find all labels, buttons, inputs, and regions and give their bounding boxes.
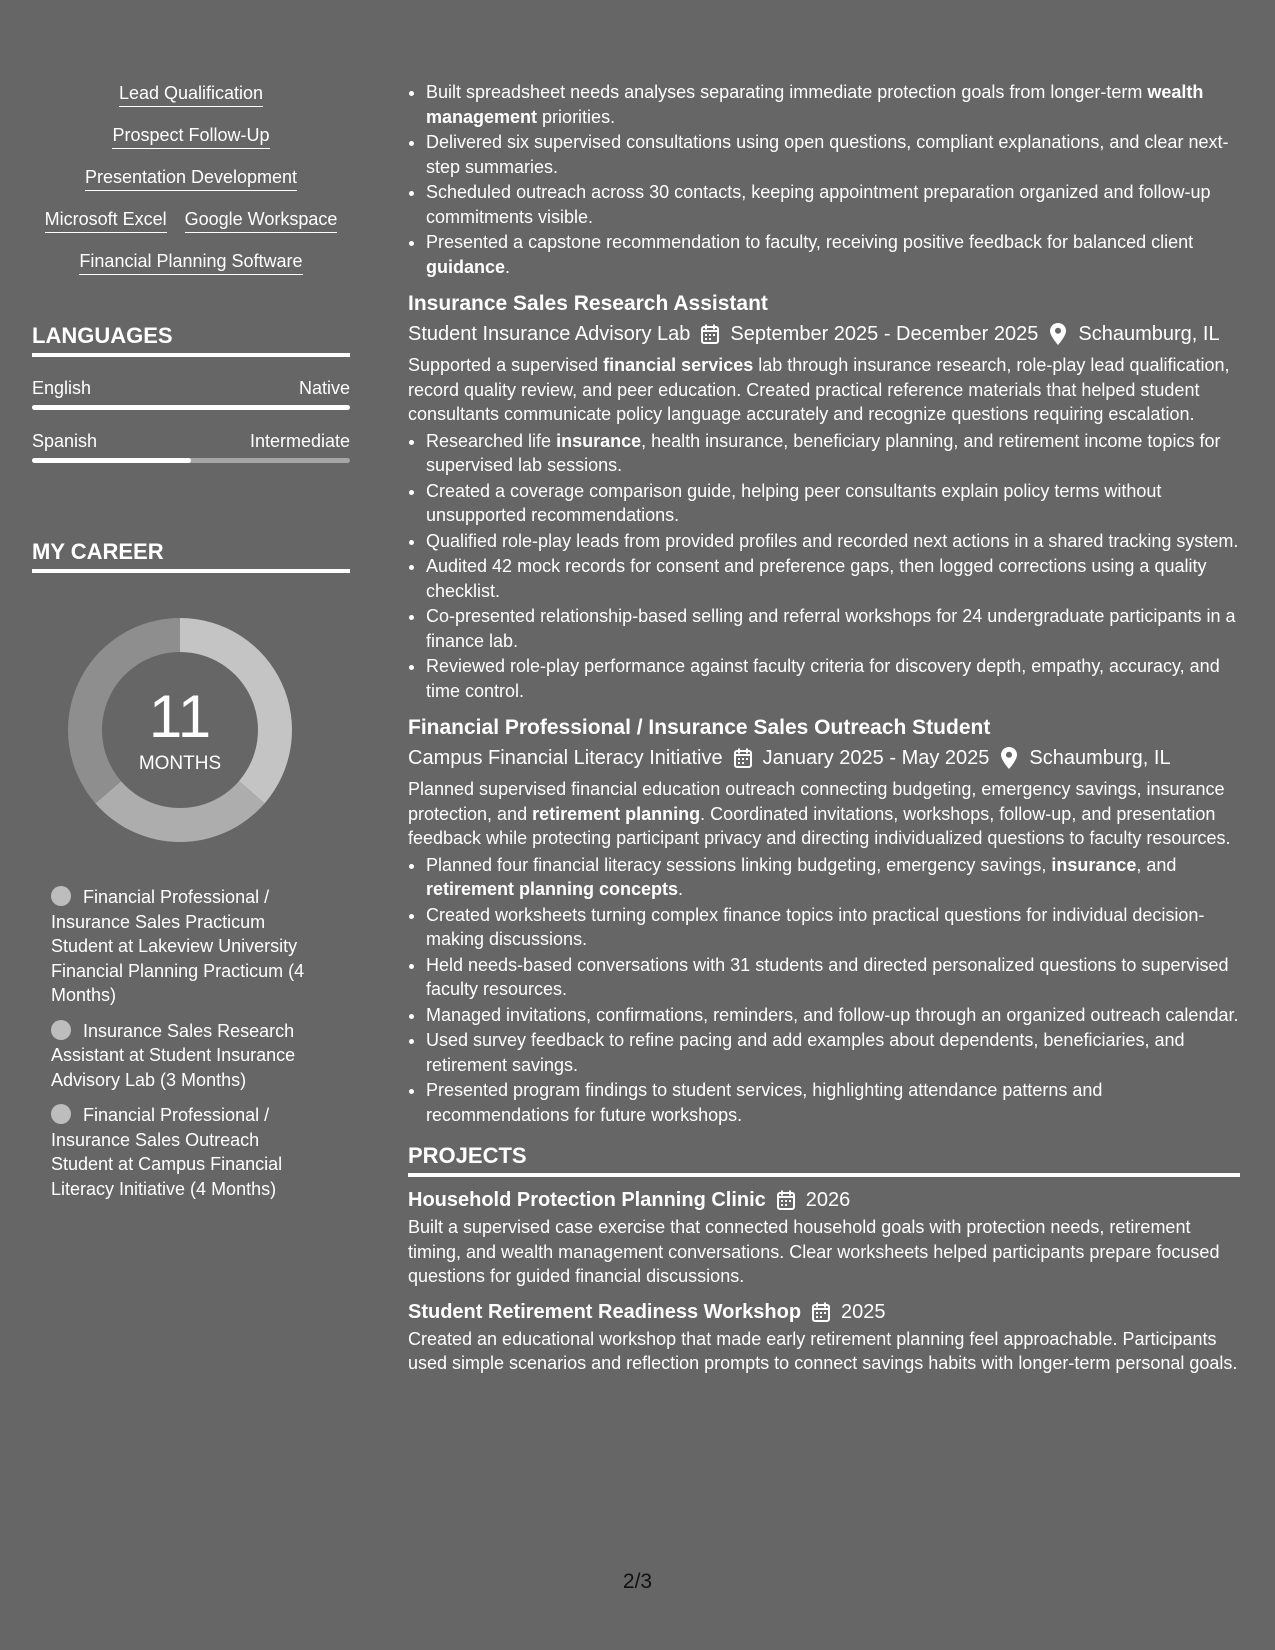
career-item-text: Financial Professional / Insurance Sales Practicum Student at Lakeview University Financial Planning Practicum (4 Months) — [51, 887, 305, 1005]
bullet-item: • Scheduled outreach across 30 contacts, keeping appointment preparation organized and follow-up commitments visible. — [426, 180, 1240, 229]
calendar-icon — [733, 747, 753, 769]
bullet-dot-icon — [51, 1104, 71, 1124]
project-year: 2025 — [841, 1300, 886, 1323]
career-section — [32, 539, 350, 1201]
project-title-row — [408, 1299, 1240, 1325]
career-list — [51, 885, 321, 1201]
bullet-item: • Qualified role-play leads from provided profiles and recorded next actions in a shared tracking system. — [426, 529, 1240, 554]
bullet-item: • Created a coverage comparison guide, helping peer consultants explain policy terms without unsupported recommendations. — [426, 479, 1240, 528]
skill-tag: Financial Planning Software — [79, 250, 302, 275]
project-entry — [408, 1299, 1240, 1376]
bullet-item: • Created worksheets turning complex finance topics into practical questions for individual decision-making discussions. — [426, 903, 1240, 952]
bullet-item: • Held needs-based conversations with 31 students and directed personalized questions to supervised faculty resources. — [426, 953, 1240, 1002]
page-number: 2/3 — [622, 1570, 653, 1593]
language-bar-fill — [32, 405, 350, 410]
bullet-item: • Delivered six supervised consultations using open questions, compliant explanations, and clear next-step summaries. — [426, 130, 1240, 179]
job-title: Financial Professional / Insurance Sales Outreach Student — [408, 716, 991, 739]
skill-row — [32, 82, 350, 107]
job-meta — [408, 745, 1240, 771]
skill-tag: Microsoft Excel — [45, 208, 167, 233]
bullet-item: • Co-presented relationship-based selling and referral workshops for 24 undergraduate participants in a finance lab. — [426, 604, 1240, 653]
language-item — [32, 377, 350, 410]
bullet-item: • Managed invitations, confirmations, reminders, and follow-up through an organized outreach calendar. — [426, 1003, 1240, 1028]
project-description: Built a supervised case exercise that connected household goals with protection needs, retirement timing, and wealth management conversations. Clear worksheets helped participants prepare focused questions for guided financial discussions. — [408, 1217, 1220, 1286]
job-bullets — [408, 429, 1240, 704]
job-title: Insurance Sales Research Assistant — [408, 292, 768, 315]
job-location: Schaumburg, IL — [1078, 323, 1220, 345]
language-bar — [32, 458, 350, 463]
skill-row — [32, 250, 350, 275]
job-summary: Supported a supervised financial services lab through insurance research, role-play lead qualification, record quality review, and peer education. Created practical reference materials that helped student consultants communicate policy language accurately and recognize questions requiring escalation. — [408, 355, 1230, 424]
calendar-icon — [776, 1189, 796, 1211]
previous-job-bullets — [408, 80, 1240, 279]
calendar-icon — [811, 1301, 831, 1323]
skill-tag: Prospect Follow-Up — [112, 124, 269, 149]
map-pin-icon — [1048, 323, 1068, 345]
bullet-item: • Presented program findings to student services, highlighting attendance patterns and recommendations for future workshops. — [426, 1078, 1240, 1127]
language-bar — [32, 405, 350, 410]
career-item — [51, 1019, 321, 1093]
bullet-item: • Planned four financial literacy sessions linking budgeting, emergency savings, insurance, and retirement planning concepts. — [426, 853, 1240, 902]
language-name: Spanish — [32, 431, 98, 451]
experience-entry — [408, 291, 1240, 703]
career-total-unit: MONTHS — [138, 753, 222, 774]
project-title: Household Protection Planning Clinic — [408, 1189, 766, 1211]
career-item-text: Financial Professional / Insurance Sales Outreach Student at Campus Financial Literacy Initiative (4 Months) — [51, 1105, 283, 1199]
experience-entry — [408, 715, 1240, 1127]
languages-section — [32, 323, 350, 463]
job-org: Campus Financial Literacy Initiative — [408, 747, 723, 769]
language-level: Native — [298, 378, 350, 398]
career-donut-chart — [65, 615, 295, 845]
skill-tag: Lead Qualification — [119, 82, 263, 107]
project-entry — [408, 1187, 1240, 1289]
map-pin-icon — [999, 747, 1019, 769]
calendar-icon — [700, 323, 720, 345]
bullet-dot-icon — [51, 1020, 71, 1040]
bullet-item: • Built spreadsheet needs analyses separating immediate protection goals from longer-term wealth management priorities. — [426, 80, 1240, 129]
career-item-text: Insurance Sales Research Assistant at Student Insurance Advisory Lab (3 Months) — [51, 1020, 296, 1090]
project-description: Created an educational workshop that made early retirement planning feel approachable. Participants used simple scenarios and reflection prompts to connect savings habits with longer-term personal goals. — [408, 1328, 1238, 1373]
job-dates: September 2025 - December 2025 — [730, 323, 1039, 345]
project-title: Student Retirement Readiness Workshop — [408, 1300, 802, 1323]
sidebar — [32, 82, 350, 1212]
skill-tag: Google Workspace — [185, 208, 338, 233]
languages-title: LANGUAGES — [32, 323, 350, 357]
bullet-item: • Used survey feedback to refine pacing and add examples about dependents, beneficiaries, and retirement savings. — [426, 1028, 1240, 1077]
language-item — [32, 430, 350, 463]
job-location: Schaumburg, IL — [1029, 747, 1171, 769]
job-dates: January 2025 - May 2025 — [762, 747, 990, 769]
job-bullets — [408, 853, 1240, 1128]
language-name: English — [32, 378, 92, 398]
projects-title: PROJECTS — [408, 1143, 1240, 1177]
career-item — [51, 885, 321, 1008]
project-title-row — [408, 1187, 1240, 1213]
skill-row — [32, 208, 350, 233]
career-item — [51, 1103, 321, 1201]
project-year: 2026 — [805, 1189, 851, 1211]
career-total-number: 11 — [148, 683, 212, 750]
bullet-dot-icon — [51, 886, 71, 906]
language-level: Intermediate — [249, 431, 350, 451]
bullet-item: • Audited 42 mock records for consent and preference gaps, then logged corrections using a quality checklist. — [426, 554, 1240, 603]
skill-tag: Presentation Development — [85, 166, 297, 191]
skills-list — [32, 82, 350, 275]
bullet-item: • Researched life insurance, health insurance, beneficiary planning, and retirement income topics for supervised lab sessions. — [426, 429, 1240, 478]
skill-row — [32, 166, 350, 191]
donut-segment-2 — [95, 781, 264, 842]
career-title: MY CAREER — [32, 539, 350, 573]
main-content — [408, 80, 1240, 1378]
projects-section — [408, 1143, 1240, 1376]
language-bar-fill — [32, 458, 191, 463]
job-meta — [408, 321, 1240, 347]
bullet-item: • Reviewed role-play performance against faculty criteria for discovery depth, empathy, accuracy, and time control. — [426, 654, 1240, 703]
job-summary: Planned supervised financial education outreach connecting budgeting, emergency savings, insurance protection, and retirement planning. Coordinated invitations, workshops, follow-up, and presentation feedback while protecting participant privacy and directing individualized questions to faculty resources. — [408, 779, 1231, 848]
bullet-item: • Presented a capstone recommendation to faculty, receiving positive feedback for balanced client guidance. — [426, 230, 1240, 279]
job-org: Student Insurance Advisory Lab — [408, 323, 691, 345]
skill-row — [32, 124, 350, 149]
